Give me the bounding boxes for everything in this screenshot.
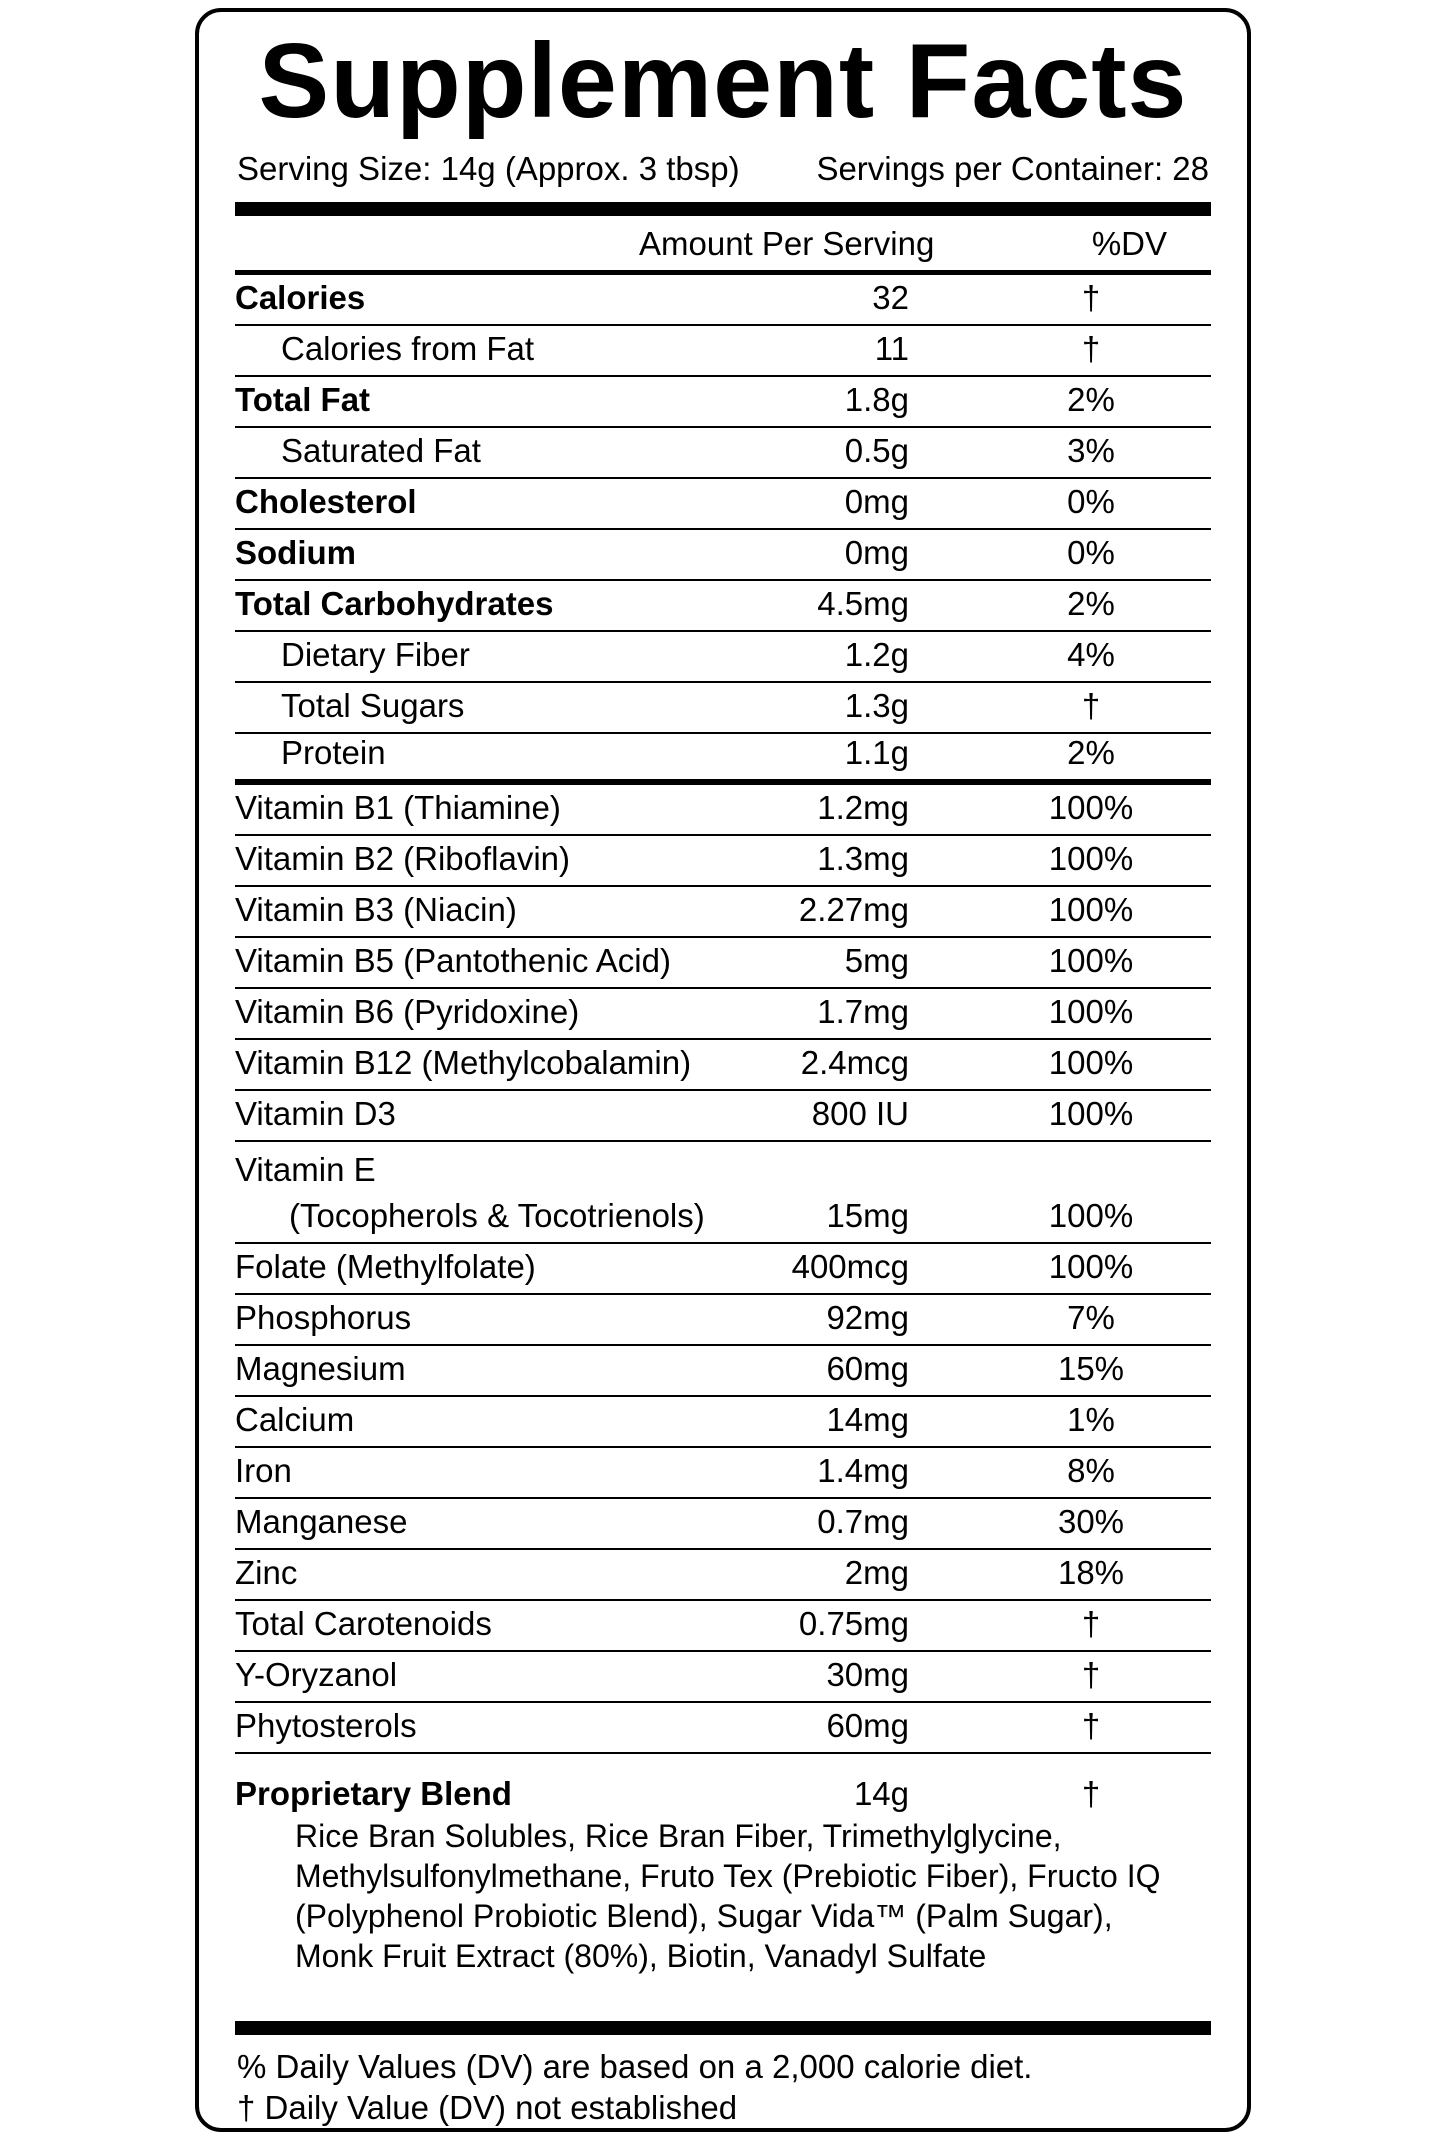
label-title: Supplement Facts xyxy=(258,22,1188,140)
nutrient-row-phytosterols xyxy=(235,1703,1211,1754)
nutrient-amount: 0mg xyxy=(844,483,909,520)
nutrient-name: Manganese xyxy=(235,1503,408,1540)
nutrient-dv: 4% xyxy=(1067,636,1115,673)
nutrient-name: Total Fat xyxy=(235,381,371,418)
nutrient-amount: 92mg xyxy=(826,1299,909,1336)
nutrient-name: Dietary Fiber xyxy=(281,636,470,673)
nutrient-row-calories xyxy=(235,275,1211,326)
nutrient-name: Vitamin B5 (Pantothenic Acid) xyxy=(235,942,671,979)
nutrient-name: Calcium xyxy=(235,1401,355,1438)
nutrient-row-dietary-fiber xyxy=(235,632,1211,683)
nutrient-amount: 5mg xyxy=(844,942,909,979)
nutrient-amount: 60mg xyxy=(826,1707,909,1744)
nutrient-row-total-sugars xyxy=(235,683,1211,734)
nutrient-name: Saturated Fat xyxy=(281,432,481,469)
serving-size: Serving Size: 14g (Approx. 3 tbsp) xyxy=(237,150,740,187)
nutrient-row-total-fat xyxy=(235,377,1211,428)
nutrient-row-cholesterol xyxy=(235,479,1211,530)
nutrient-name: Calories from Fat xyxy=(281,330,535,367)
nutrient-amount: 4.5mg xyxy=(817,585,909,622)
nutrient-row-iron xyxy=(235,1448,1211,1499)
nutrient-name: Sodium xyxy=(235,534,356,571)
nutrient-dv: † xyxy=(1081,1605,1101,1642)
footnote-dagger: † Daily Value (DV) not established xyxy=(237,2089,738,2126)
servings-per-container: Servings per Container: 28 xyxy=(816,150,1209,187)
nutrient-name: Total Carbohydrates xyxy=(235,585,554,622)
nutrient-row-vitamin-b3 xyxy=(235,887,1211,938)
nutrient-amount: 2.4mcg xyxy=(800,1044,909,1081)
nutrient-name: Magnesium xyxy=(235,1350,406,1387)
nutrient-rows xyxy=(235,275,1211,1754)
nutrient-dv: 100% xyxy=(1048,942,1134,979)
nutrient-name: Vitamin B6 (Pyridoxine) xyxy=(235,993,580,1030)
nutrient-amount: 0.7mg xyxy=(817,1503,909,1540)
nutrient-row-protein xyxy=(235,734,1211,785)
nutrient-dv: † xyxy=(1081,1656,1101,1693)
nutrient-amount: 400mcg xyxy=(791,1248,909,1285)
footnotes xyxy=(237,2046,1032,2128)
nutrient-row-vitamin-b12 xyxy=(235,1040,1211,1091)
nutrient-dv: 15% xyxy=(1057,1350,1125,1387)
nutrient-amount: 1.2g xyxy=(844,636,909,673)
nutrient-dv: † xyxy=(1081,1707,1101,1744)
blend-name: Proprietary Blend xyxy=(235,1775,512,1812)
nutrient-name: Protein xyxy=(281,734,386,771)
nutrient-name: Vitamin B12 (Methylcobalamin) xyxy=(235,1044,692,1081)
nutrient-row-phosphorus xyxy=(235,1295,1211,1346)
nutrient-row-zinc xyxy=(235,1550,1211,1601)
nutrient-amount: 15mg xyxy=(826,1197,909,1234)
nutrient-dv: 0% xyxy=(1067,534,1115,571)
nutrient-amount: 60mg xyxy=(826,1350,909,1387)
bottom-divider xyxy=(235,2021,1211,2035)
nutrient-amount: 1.4mg xyxy=(817,1452,909,1489)
nutrient-row-manganese xyxy=(235,1499,1211,1550)
nutrient-amount: 11 xyxy=(874,330,909,367)
nutrient-amount: 1.3mg xyxy=(817,840,909,877)
nutrient-row-vitamin-b1 xyxy=(235,785,1211,836)
nutrient-dv: 7% xyxy=(1067,1299,1115,1336)
nutrient-dv: 100% xyxy=(1048,840,1134,877)
nutrient-amount: 14mg xyxy=(826,1401,909,1438)
nutrient-name: Phosphorus xyxy=(235,1299,412,1336)
blend-ingredients: Rice Bran Solubles, Rice Bran Fiber, Trimethylglycine, Methylsulfonylmethane, Fruto Tex (Prebiotic Fiber), Fructo IQ (Polyphenol Probiotic Blend), Sugar Vida™ (Palm Sugar), Monk Fruit Extract (80%), Biotin, Vanadyl Sulfate xyxy=(295,1818,1161,1974)
nutrient-dv: 0% xyxy=(1067,483,1115,520)
nutrient-name: Total Sugars xyxy=(281,687,465,724)
nutrient-dv: 3% xyxy=(1067,432,1115,469)
nutrient-dv: † xyxy=(1081,687,1101,724)
nutrient-name: Vitamin B3 (Niacin) xyxy=(235,891,517,928)
footnote-daily-values: % Daily Values (DV) are based on a 2,000 calorie diet. xyxy=(237,2048,1033,2085)
nutrient-row-saturated-fat xyxy=(235,428,1211,479)
nutrient-name: Iron xyxy=(235,1452,292,1489)
blend-amount: 14g xyxy=(853,1775,909,1812)
nutrient-name: Vitamin E xyxy=(235,1151,376,1188)
nutrient-name: Y-Oryzanol xyxy=(235,1656,398,1693)
dv-header: %DV xyxy=(1091,225,1167,262)
nutrient-dv: 100% xyxy=(1048,789,1134,826)
nutrient-amount: 0.5g xyxy=(844,432,909,469)
nutrient-amount: 0.75mg xyxy=(798,1605,909,1642)
nutrient-amount: 1.1g xyxy=(844,734,909,771)
nutrient-dv: 2% xyxy=(1067,585,1115,622)
nutrient-dv: 30% xyxy=(1057,1503,1125,1540)
nutrient-row-calories-from-fat xyxy=(235,326,1211,377)
nutrient-row-calcium xyxy=(235,1397,1211,1448)
nutrient-dv: 100% xyxy=(1048,891,1134,928)
nutrient-row-vitamin-b2 xyxy=(235,836,1211,887)
nutrient-row-magnesium xyxy=(235,1346,1211,1397)
amount-header: Amount Per Serving xyxy=(639,225,935,262)
nutrient-row-total-carotenoids xyxy=(235,1601,1211,1652)
nutrient-amount: 2.27mg xyxy=(798,891,909,928)
top-divider xyxy=(235,202,1211,216)
nutrient-row-vitamin-b6 xyxy=(235,989,1211,1040)
proprietary-blend xyxy=(235,1772,1211,1976)
nutrient-row-vitamin-d3 xyxy=(235,1091,1211,1142)
supplement-facts-panel xyxy=(195,8,1251,2132)
nutrient-name: Vitamin D3 xyxy=(235,1095,396,1132)
nutrient-amount: 0mg xyxy=(844,534,909,571)
nutrient-dv: 100% xyxy=(1048,993,1134,1030)
nutrient-name-detail: (Tocopherols & Tocotrienols) xyxy=(289,1197,705,1234)
blend-dv: † xyxy=(1081,1775,1101,1812)
nutrient-dv: † xyxy=(1081,279,1101,316)
nutrient-amount: 800 IU xyxy=(811,1095,909,1132)
nutrient-dv: 2% xyxy=(1067,734,1115,771)
nutrient-dv: 100% xyxy=(1048,1044,1134,1081)
nutrient-row-vitamin-b5 xyxy=(235,938,1211,989)
nutrient-dv: 1% xyxy=(1067,1401,1115,1438)
nutrient-name: Calories xyxy=(235,279,366,316)
nutrient-name: Zinc xyxy=(235,1554,298,1591)
nutrient-dv: † xyxy=(1081,330,1101,367)
nutrient-name: Cholesterol xyxy=(235,483,417,520)
nutrient-amount: 2mg xyxy=(844,1554,909,1591)
nutrient-amount: 32 xyxy=(872,279,909,316)
nutrient-row-folate xyxy=(235,1244,1211,1295)
nutrient-row-vitamin-e xyxy=(235,1142,1211,1244)
nutrient-dv: 100% xyxy=(1048,1197,1134,1234)
nutrient-amount: 30mg xyxy=(826,1656,909,1693)
nutrient-dv: 100% xyxy=(1048,1248,1134,1285)
nutrient-name: Vitamin B2 (Riboflavin) xyxy=(235,840,571,877)
nutrient-name: Vitamin B1 (Thiamine) xyxy=(235,789,561,826)
nutrient-amount: 1.8g xyxy=(844,381,909,418)
nutrient-name: Folate (Methylfolate) xyxy=(235,1248,536,1285)
blend-header xyxy=(235,1772,1211,1818)
nutrient-row-sodium xyxy=(235,530,1211,581)
nutrient-row-total-carbohydrates xyxy=(235,581,1211,632)
nutrient-dv: 8% xyxy=(1067,1452,1115,1489)
nutrient-name: Phytosterols xyxy=(235,1707,417,1744)
nutrient-dv: 2% xyxy=(1067,381,1115,418)
nutrient-amount: 1.3g xyxy=(844,687,909,724)
nutrient-name: Total Carotenoids xyxy=(235,1605,492,1642)
nutrient-dv: 100% xyxy=(1048,1095,1134,1132)
serving-info xyxy=(237,146,1209,192)
nutrient-amount: 1.2mg xyxy=(817,789,909,826)
nutrient-row-y-oryzanol xyxy=(235,1652,1211,1703)
nutrient-amount: 1.7mg xyxy=(817,993,909,1030)
column-header xyxy=(235,218,1211,275)
nutrient-dv: 18% xyxy=(1057,1554,1125,1591)
